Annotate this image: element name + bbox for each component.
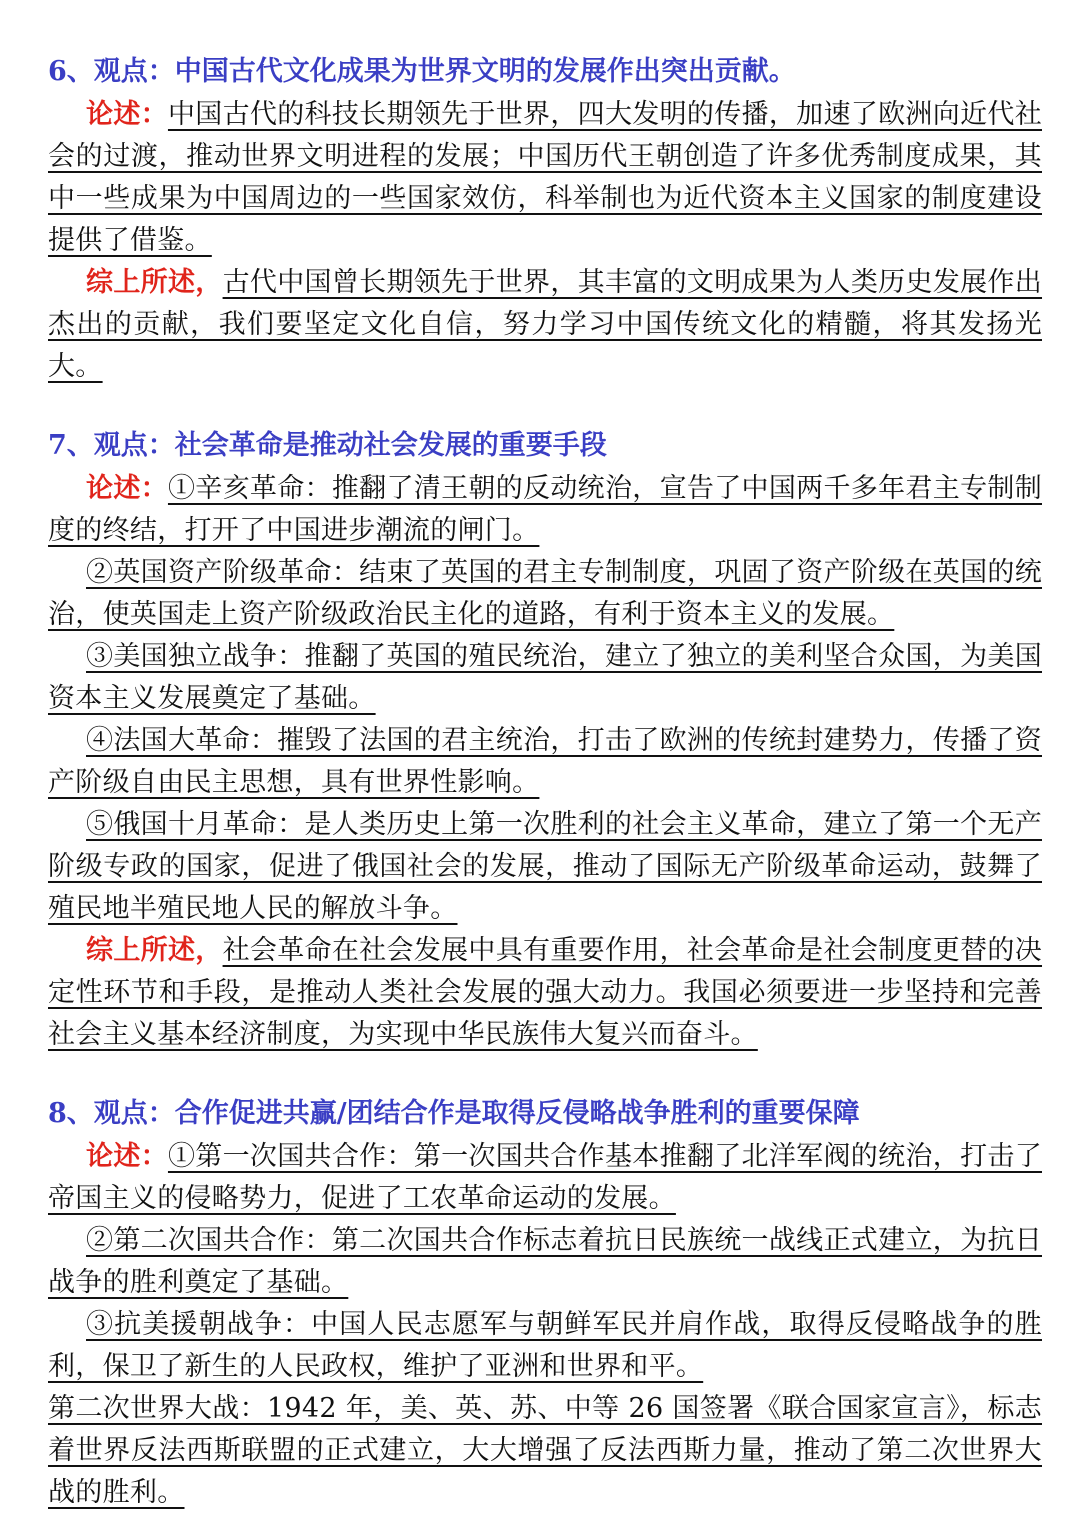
section-6: [48, 52, 1042, 388]
section-7-heading: 7、观点：社会革命是推动社会发展的重要手段: [48, 430, 607, 461]
section-7-item-5: [48, 804, 1042, 930]
item-text: ③美国独立战争：推翻了英国的殖民统治，建立了独立的美利坚合众国，为美国资本主义发展奠定了基础。: [48, 641, 1042, 714]
extra-text: 第二次世界大战：1942 年，美、英、苏、中等 26 国签署《联合国家宣言》，标志着世界反法西斯联盟的正式建立，大大增强了反法西斯力量，推动了第二次世界大战的胜利。: [48, 1393, 1042, 1508]
section-8-item-1: [48, 1136, 1042, 1220]
section-7-item-4: [48, 720, 1042, 804]
summary-text: 古代中国曾长期领先于世界，其丰富的文明成果为人类历史发展作出杰出的贡献，我们要坚定文化自信，努力学习中国传统文化的精髓，将其发扬光大。: [48, 267, 1043, 382]
section-7-item-2: [48, 552, 1042, 636]
argument-label: 论述：: [86, 99, 168, 130]
section-8-item-3: [48, 1304, 1042, 1388]
section-6-argument: [48, 94, 1042, 262]
document-page: [48, 52, 1042, 1514]
section-7-summary: [48, 930, 1042, 1056]
item-text: ③抗美援朝战争：中国人民志愿军与朝鲜军民并肩作战，取得反侵略战争的胜利，保卫了新生的人民政权，维护了亚洲和世界和平。: [48, 1309, 1042, 1382]
section-6-heading: 6、观点：中国古代文化成果为世界文明的发展作出突出贡献。: [48, 56, 796, 87]
item-text: ①第一次国共合作：第一次国共合作基本推翻了北洋军阀的统治，打击了帝国主义的侵略势力，促进了工农革命运动的发展。: [48, 1141, 1042, 1214]
item-text: ②英国资产阶级革命：结束了英国的君主专制制度，巩固了资产阶级在英国的统治，使英国走上资产阶级政治民主化的道路，有利于资本主义的发展。: [48, 557, 1042, 630]
item-text: ④法国大革命：摧毁了法国的君主统治，打击了欧洲的传统封建势力，传播了资产阶级自由民主思想，具有世界性影响。: [48, 725, 1042, 798]
item-text: ⑤俄国十月革命：是人类历史上第一次胜利的社会主义革命，建立了第一个无产阶级专政的国家，促进了俄国社会的发展，推动了国际无产阶级革命运动，鼓舞了殖民地半殖民地人民的解放斗争。: [48, 809, 1042, 924]
section-7-item-1: [48, 468, 1042, 552]
item-text: ②第二次国共合作：第二次国共合作标志着抗日民族统一战线正式建立，为抗日战争的胜利奠定了基础。: [48, 1225, 1042, 1298]
argument-text: 中国古代的科技长期领先于世界，四大发明的传播，加速了欧洲向近代社会的过渡，推动世界文明进程的发展；中国历代王朝创造了许多优秀制度成果，其中一些成果为中国周边的一些国家效仿，科举制也为近代资本主义国家的制度建设提供了借鉴。: [48, 99, 1042, 256]
summary-label: 综上所述，: [86, 267, 223, 298]
section-8: [48, 1094, 1042, 1514]
section-7-item-3: [48, 636, 1042, 720]
section-8-extra: [48, 1388, 1042, 1514]
item-text: ①辛亥革命：推翻了清王朝的反动统治，宣告了中国两千多年君主专制制度的终结，打开了中国进步潮流的闸门。: [48, 473, 1042, 546]
section-8-heading: 8、观点：合作促进共赢/团结合作是取得反侵略战争胜利的重要保障: [48, 1098, 860, 1129]
section-8-item-2: [48, 1220, 1042, 1304]
summary-text: 社会革命在社会发展中具有重要作用，社会革命是社会制度更替的决定性环节和手段，是推动人类社会发展的强大动力。我国必须要进一步坚持和完善社会主义基本经济制度，为实现中华民族伟大复兴而奋斗。: [48, 935, 1043, 1050]
argument-label: 论述：: [86, 473, 168, 504]
summary-label: 综上所述，: [86, 935, 223, 966]
argument-label: 论述：: [86, 1141, 168, 1172]
section-7: [48, 426, 1042, 1056]
section-6-summary: [48, 262, 1042, 388]
